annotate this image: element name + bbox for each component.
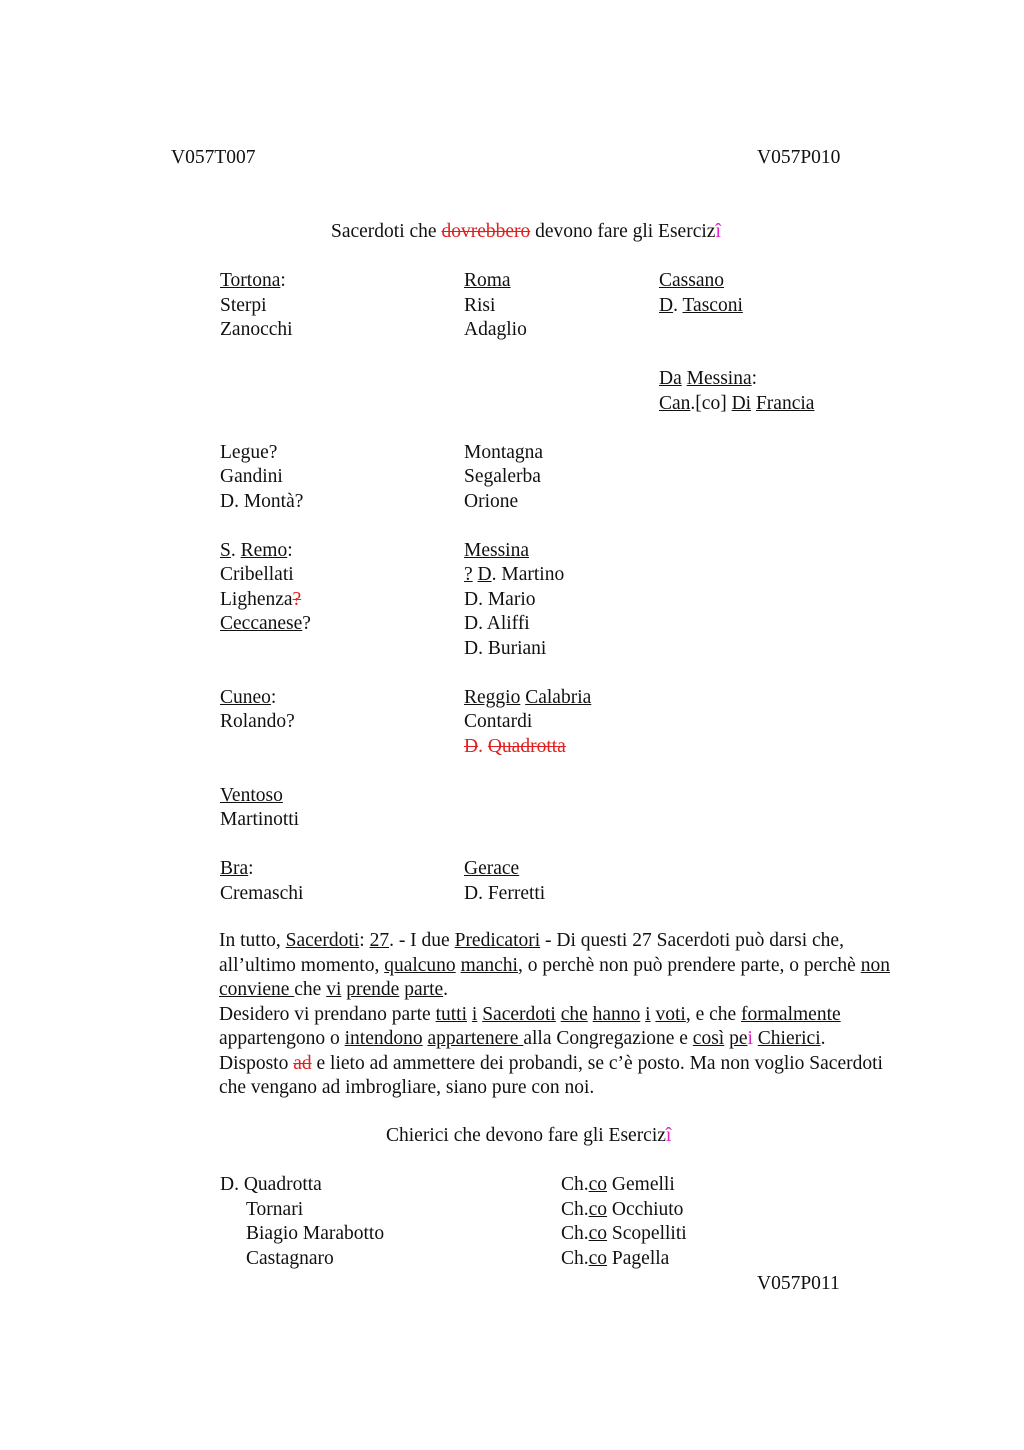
list-item: Castagnaro: [246, 1247, 334, 1269]
name-orione: Orione: [464, 490, 519, 512]
list-item: Ch.co Scopelliti: [561, 1223, 687, 1244]
section-title-sacerdoti: [331, 220, 721, 244]
name-tasconi: D. Tasconi: [659, 294, 743, 316]
group-roma-heading: Roma: [464, 270, 511, 291]
name-ferretti: D. Ferretti: [464, 882, 546, 904]
chierici-list-left: [220, 1173, 384, 1271]
name-gandini: Gandini: [220, 466, 283, 487]
name-buriani: D. Buriani: [464, 637, 547, 659]
chierici-list-right: [561, 1173, 687, 1271]
group-messina-heading: Messina: [464, 539, 529, 561]
name-martino: ? D. Martino: [464, 564, 565, 585]
group-ventoso-heading: Ventoso: [220, 784, 283, 806]
name-mario: D. Mario: [464, 588, 536, 610]
name-lighenza: Lighenza?: [220, 588, 302, 610]
name-aliffi: D. Aliffi: [464, 613, 530, 634]
page-code-footer: V057P011: [757, 1273, 840, 1294]
name-contardi: Contardi: [464, 711, 533, 732]
name-ceccanese: Ceccanese?: [220, 613, 311, 634]
name-cremaschi: Cremaschi: [220, 882, 304, 904]
name-martinotti: Martinotti: [220, 809, 300, 830]
name-cribellati: Cribellati: [220, 564, 294, 585]
list-item: Biagio Marabotto: [246, 1223, 385, 1244]
list-item: Ch.co Pagella: [561, 1247, 670, 1269]
name-legue: Legue?: [220, 441, 278, 463]
name-monta: D. Montà?: [220, 490, 304, 512]
name-rolando: Rolando?: [220, 711, 295, 732]
list-item: Ch.co Gemelli: [561, 1174, 675, 1195]
group-cuneo-heading: Cuneo:: [220, 686, 277, 708]
name-quadrotta-deleted: D. Quadrotta: [464, 735, 566, 757]
group-da-messina-heading: Da Messina:: [659, 368, 758, 389]
title-mark: î: [715, 221, 721, 242]
list-item: Ch.co Occhiuto: [561, 1198, 684, 1220]
group-gerace-heading: Gerace: [464, 858, 520, 879]
name-zanocchi: Zanocchi: [220, 319, 293, 340]
section-title-chierici: Chierici che devono fare gli Esercizî: [386, 1125, 672, 1146]
title-text-b: devono fare gli Eserciz: [530, 221, 716, 242]
title-deleted-word: dovrebbero: [441, 221, 531, 242]
document-code-left: V057T007: [171, 147, 256, 168]
list-item: Tornari: [246, 1198, 304, 1220]
group-bra-heading: Bra:: [220, 858, 254, 879]
paragraph-1: In tutto, Sacerdoti: 27. - I due Predicatori - Di questi 27 Sacerdoti può darsi che, all’ultimo momento, qualcuno manchi, o perchè non può prendere parte, o perchè non conviene che vi prende parte.: [219, 930, 890, 1000]
group-san-remo-heading: S. Remo:: [220, 539, 293, 561]
name-segalerba: Segalerba: [464, 466, 541, 487]
group-tortona-heading: Tortona:: [220, 270, 286, 291]
name-montagna: Montagna: [464, 441, 544, 463]
title-text-a: Sacerdoti che: [331, 221, 442, 242]
column-right: [659, 269, 814, 416]
name-risi: Risi: [464, 294, 496, 316]
column-left: [220, 269, 311, 906]
column-middle: [464, 269, 591, 906]
name-can-di-francia: Can.[co] Di Francia: [659, 392, 815, 414]
name-sterpi: Sterpi: [220, 294, 267, 316]
page-code-right: V057P010: [757, 147, 841, 168]
name-adaglio: Adaglio: [464, 319, 527, 340]
list-item: D. Quadrotta: [220, 1174, 322, 1195]
group-reggio-calabria-heading: Reggio Calabria: [464, 686, 592, 708]
paragraph-block: [171, 929, 891, 1101]
paragraph-3: Disposto ad e lieto ad ammettere dei probandi, se c’è posto. Ma non voglio Sacerdoti che vengano ad imbrogliare, siano pure con noi.: [219, 1052, 883, 1098]
group-cassano-heading: Cassano: [659, 270, 724, 291]
paragraph-2: Desidero vi prendano parte tutti i Sacerdoti che hanno i voti, e che formalmente appartengono o intendono appartenere alla Congregazione e così pei Chierici.: [219, 1003, 841, 1049]
